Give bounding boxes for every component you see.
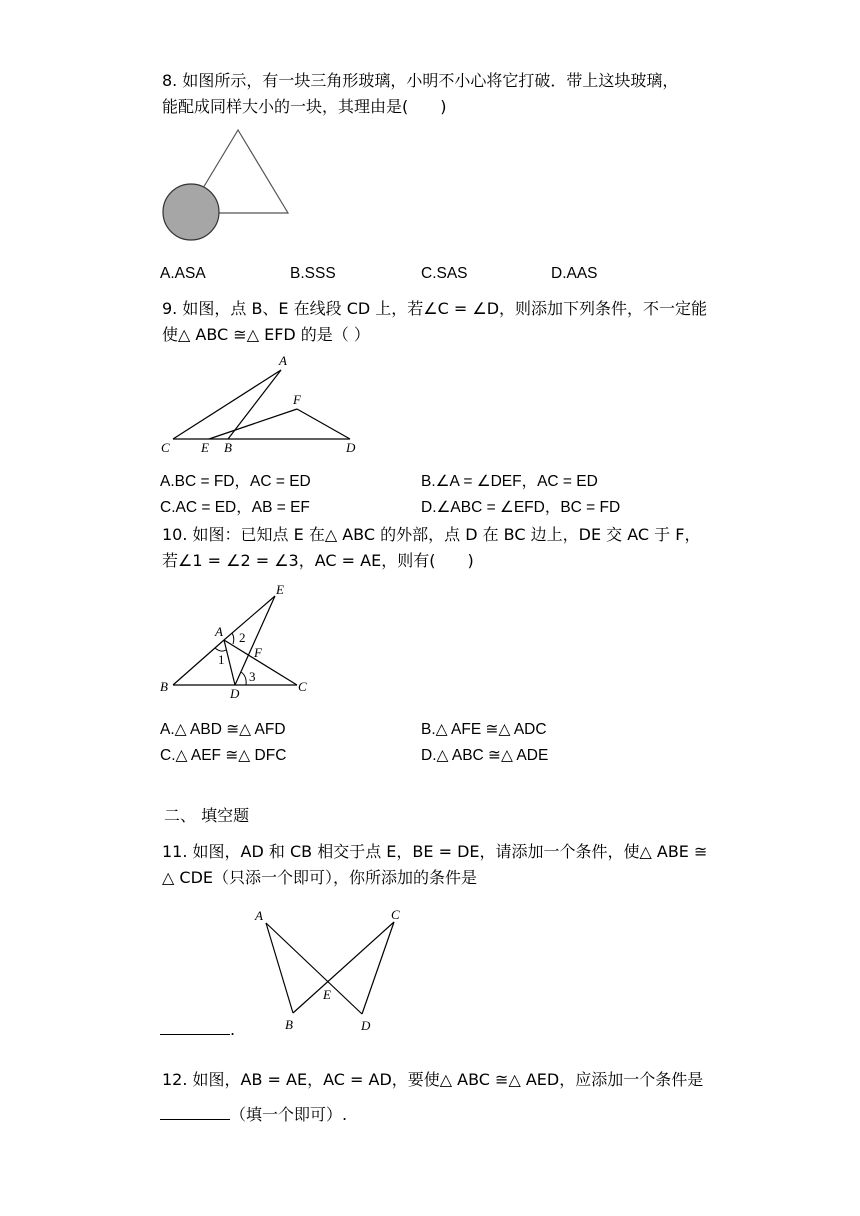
q9-option-a: A.BC = FD，AC = ED xyxy=(160,473,311,490)
section-title-fill-in: 二、 填空题 xyxy=(164,806,250,825)
q11-answer-period: . xyxy=(230,1020,236,1039)
q10-label-c: C xyxy=(298,679,307,694)
q9-label-b: B xyxy=(224,440,232,455)
q11-label-a: A xyxy=(255,908,263,923)
q8-option-a: A.ASA xyxy=(160,265,206,282)
q9-option-d: D.∠ABC = ∠EFD，BC = FD xyxy=(421,499,621,516)
q11-label-d: D xyxy=(361,1018,371,1033)
q10-label-e: E xyxy=(276,582,284,597)
q10-label-d: D xyxy=(230,686,240,701)
q9-label-e: E xyxy=(201,440,209,455)
q11-label-b: B xyxy=(285,1017,293,1032)
q12-answer-line xyxy=(160,1103,347,1126)
q9-label-a: A xyxy=(279,353,287,368)
q10-label-f: F xyxy=(254,645,262,660)
q11-figure xyxy=(245,900,420,1040)
q10-line2: 若∠1 = ∠2 = ∠3，AC = AE，则有( ) xyxy=(162,551,474,570)
q10-line1: 10. 如图：已知点 E 在△ ABC 的外部，点 D 在 BC 边上，DE 交 AC 于 F， xyxy=(162,525,701,544)
q12-line1: 12. 如图，AB = AE，AC = AD，要使△ ABC ≅△ AED，应添加一个条件是 xyxy=(162,1070,704,1089)
q12-answer-blank[interactable] xyxy=(160,1103,230,1120)
q9-label-c: C xyxy=(161,440,170,455)
q11-line1: 11. 如图，AD 和 CB 相交于点 E，BE = DE，请添加一个条件，使△ ABE ≅ xyxy=(162,842,708,861)
q8-line1: 8. 如图所示，有一块三角形玻璃，小明不小心将它打破．带上这块玻璃， xyxy=(162,71,679,90)
q10-angle-2: 2 xyxy=(239,630,246,645)
q10-option-c: C.△ AEF ≅△ DFC xyxy=(160,747,287,764)
q11-answer-blank[interactable] xyxy=(160,1018,230,1035)
q10-angle-3: 3 xyxy=(249,669,256,684)
q8-line2: 能配成同样大小的一块，其理由是( ) xyxy=(162,97,447,116)
q8-option-c: C.SAS xyxy=(421,265,468,282)
q11-label-c: C xyxy=(391,907,400,922)
q10-option-a: A.△ ABD ≅△ AFD xyxy=(160,721,286,738)
broken-glass-circle xyxy=(163,184,219,240)
q12-line2-tail: （填一个即可）. xyxy=(230,1105,348,1124)
q9-line2: 使△ ABC ≅△ EFD 的是（ ） xyxy=(162,325,370,344)
q9-label-d: D xyxy=(346,440,356,455)
q11-answer-line xyxy=(160,1018,235,1041)
q10-angle-1: 1 xyxy=(218,652,225,667)
q9-figure xyxy=(155,350,365,460)
q10-option-d: D.△ ABC ≅△ ADE xyxy=(421,747,549,764)
q9-option-b: B.∠A = ∠DEF，AC = ED xyxy=(421,473,598,490)
q8-option-d: D.AAS xyxy=(551,265,598,282)
q10-label-b: B xyxy=(160,679,168,694)
q11-label-e: E xyxy=(323,987,331,1002)
q9-option-c: C.AC = ED，AB = EF xyxy=(160,499,310,516)
q9-line1: 9. 如图，点 B、E 在线段 CD 上，若∠C = ∠D，则添加下列条件，不一定能 xyxy=(162,299,708,318)
q9-label-f: F xyxy=(293,392,301,407)
q8-figure xyxy=(150,120,310,250)
q11-line2: △ CDE（只添一个即可），你所添加的条件是 xyxy=(162,868,477,887)
q10-option-b: B.△ AFE ≅△ ADC xyxy=(421,721,547,738)
q10-figure xyxy=(155,578,320,703)
q8-option-b: B.SSS xyxy=(290,265,336,282)
q10-label-a: A xyxy=(215,624,223,639)
